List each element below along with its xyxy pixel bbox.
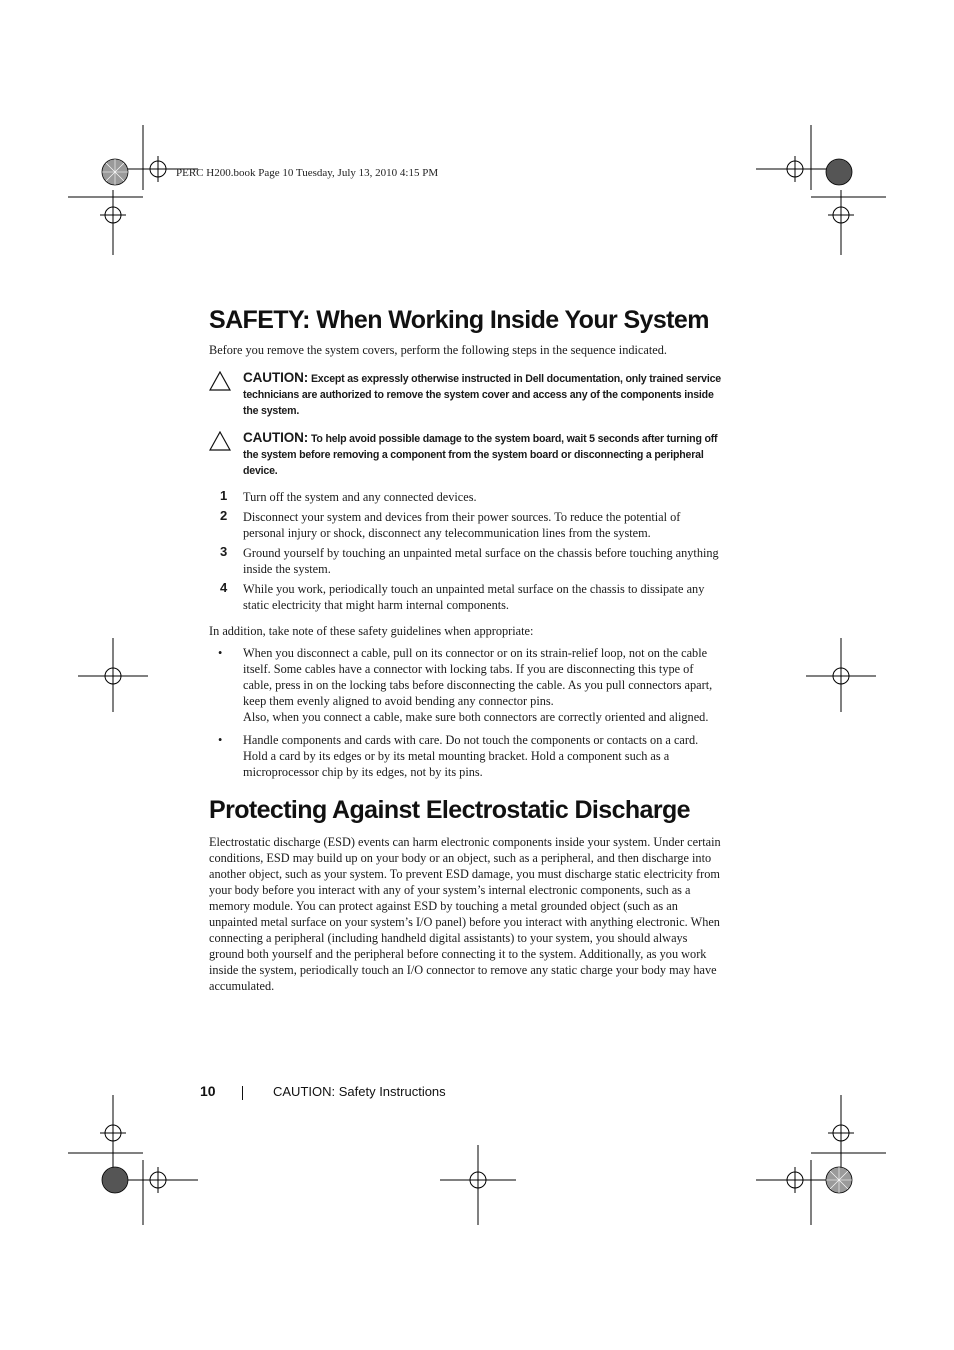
guideline-text: Handle components and cards with care. Do not touch the components or contacts on a card. Hold a card by its edges or by its metal mounting bracket. Hold a component such as a microprocessor chip by its edges, not by its pins.: [243, 733, 699, 779]
guideline-text-continued: Also, when you connect a cable, make sure both connectors are correctly oriented and aligned.: [243, 710, 709, 724]
step-number: 4: [220, 580, 228, 595]
caution-notice-1: [209, 370, 723, 419]
list-item: [209, 545, 723, 577]
list-item: [209, 509, 723, 541]
caution-label: CAUTION:: [243, 430, 309, 445]
step-text: Turn off the system and any connected devices.: [243, 490, 477, 504]
caution-notice-2: [209, 430, 723, 479]
list-item: [209, 732, 723, 780]
bullet-icon: •: [218, 733, 223, 747]
step-text: While you work, periodically touch an unpainted metal surface on the chassis to dissipate any static electricity that might harm internal components.: [243, 582, 705, 612]
list-item: [209, 645, 723, 725]
esd-body: Electrostatic discharge (ESD) events can harm electronic components inside your system. Under certain conditions, ESD may build up on your body or an object, such as a peripheral, and then discharge into another object, such as your system. To prevent ESD damage, you must discharge static electricity from your body before you interact with any of your system’s internal electronic components, such as a memory module. You can protect against ESD by touching a metal grounded object (such as an unpainted metal surface on your system’s I/O panel) before you interact with anything electronic. When connecting a peripheral (including handheld digital assistants) to your system, you should always ground both yourself and the peripheral before connecting it to the system. Additionally, as you work inside the system, periodically touch an I/O connector to remove any static charge your body may have accumulated.: [209, 835, 721, 993]
safety-intro: Before you remove the system covers, perform the following steps in the sequence indicated.: [209, 343, 667, 357]
footer-chapter-title: CAUTION: Safety Instructions: [273, 1084, 446, 1099]
list-item: [209, 581, 723, 613]
section-title-esd: Protecting Against Electrostatic Discharge: [209, 796, 690, 824]
section-title-safety: SAFETY: When Working Inside Your System: [209, 306, 709, 334]
safety-steps-list: [209, 489, 723, 613]
step-number: 1: [220, 488, 228, 503]
footer-divider: [242, 1086, 243, 1100]
caution-text: Except as expressly otherwise instructed in Dell documentation, only trained service technicians are authorized to remove the system cover and access any of the components inside the system.: [243, 373, 721, 417]
page-content: [209, 300, 723, 994]
list-item: [209, 489, 723, 505]
print-header-stamp: PERC H200.book Page 10 Tuesday, July 13, 2010 4:15 PM: [176, 167, 439, 179]
guidelines-intro: In addition, take note of these safety guidelines when appropriate:: [209, 624, 534, 638]
caution-triangle-icon: [209, 371, 231, 391]
step-text: Disconnect your system and devices from their power sources. To reduce the potential of personal injury or shock, disconnect any telecommunication lines from the system.: [243, 510, 681, 540]
step-number: 2: [220, 508, 228, 523]
guideline-text: When you disconnect a cable, pull on its connector or on its strain-relief loop, not on the cable itself. Some cables have a connector with locking tabs. If you are disconnecting this type of cable, press in on the locking tabs before disconnecting the cable. As you pull connectors apart, keep them evenly aligned to avoid bending any connector pins.: [243, 646, 713, 708]
step-number: 3: [220, 544, 228, 559]
bullet-icon: •: [218, 646, 223, 660]
safety-guidelines-list: [209, 645, 723, 780]
caution-label: CAUTION:: [243, 370, 309, 385]
step-text: Ground yourself by touching an unpainted metal surface on the chassis before touching anything inside the system.: [243, 546, 719, 576]
caution-text: To help avoid possible damage to the system board, wait 5 seconds after turning off the system before removing a component from the system board or disconnecting a peripheral device.: [243, 433, 718, 477]
page-number: 10: [200, 1083, 216, 1099]
caution-triangle-icon: [209, 431, 231, 451]
